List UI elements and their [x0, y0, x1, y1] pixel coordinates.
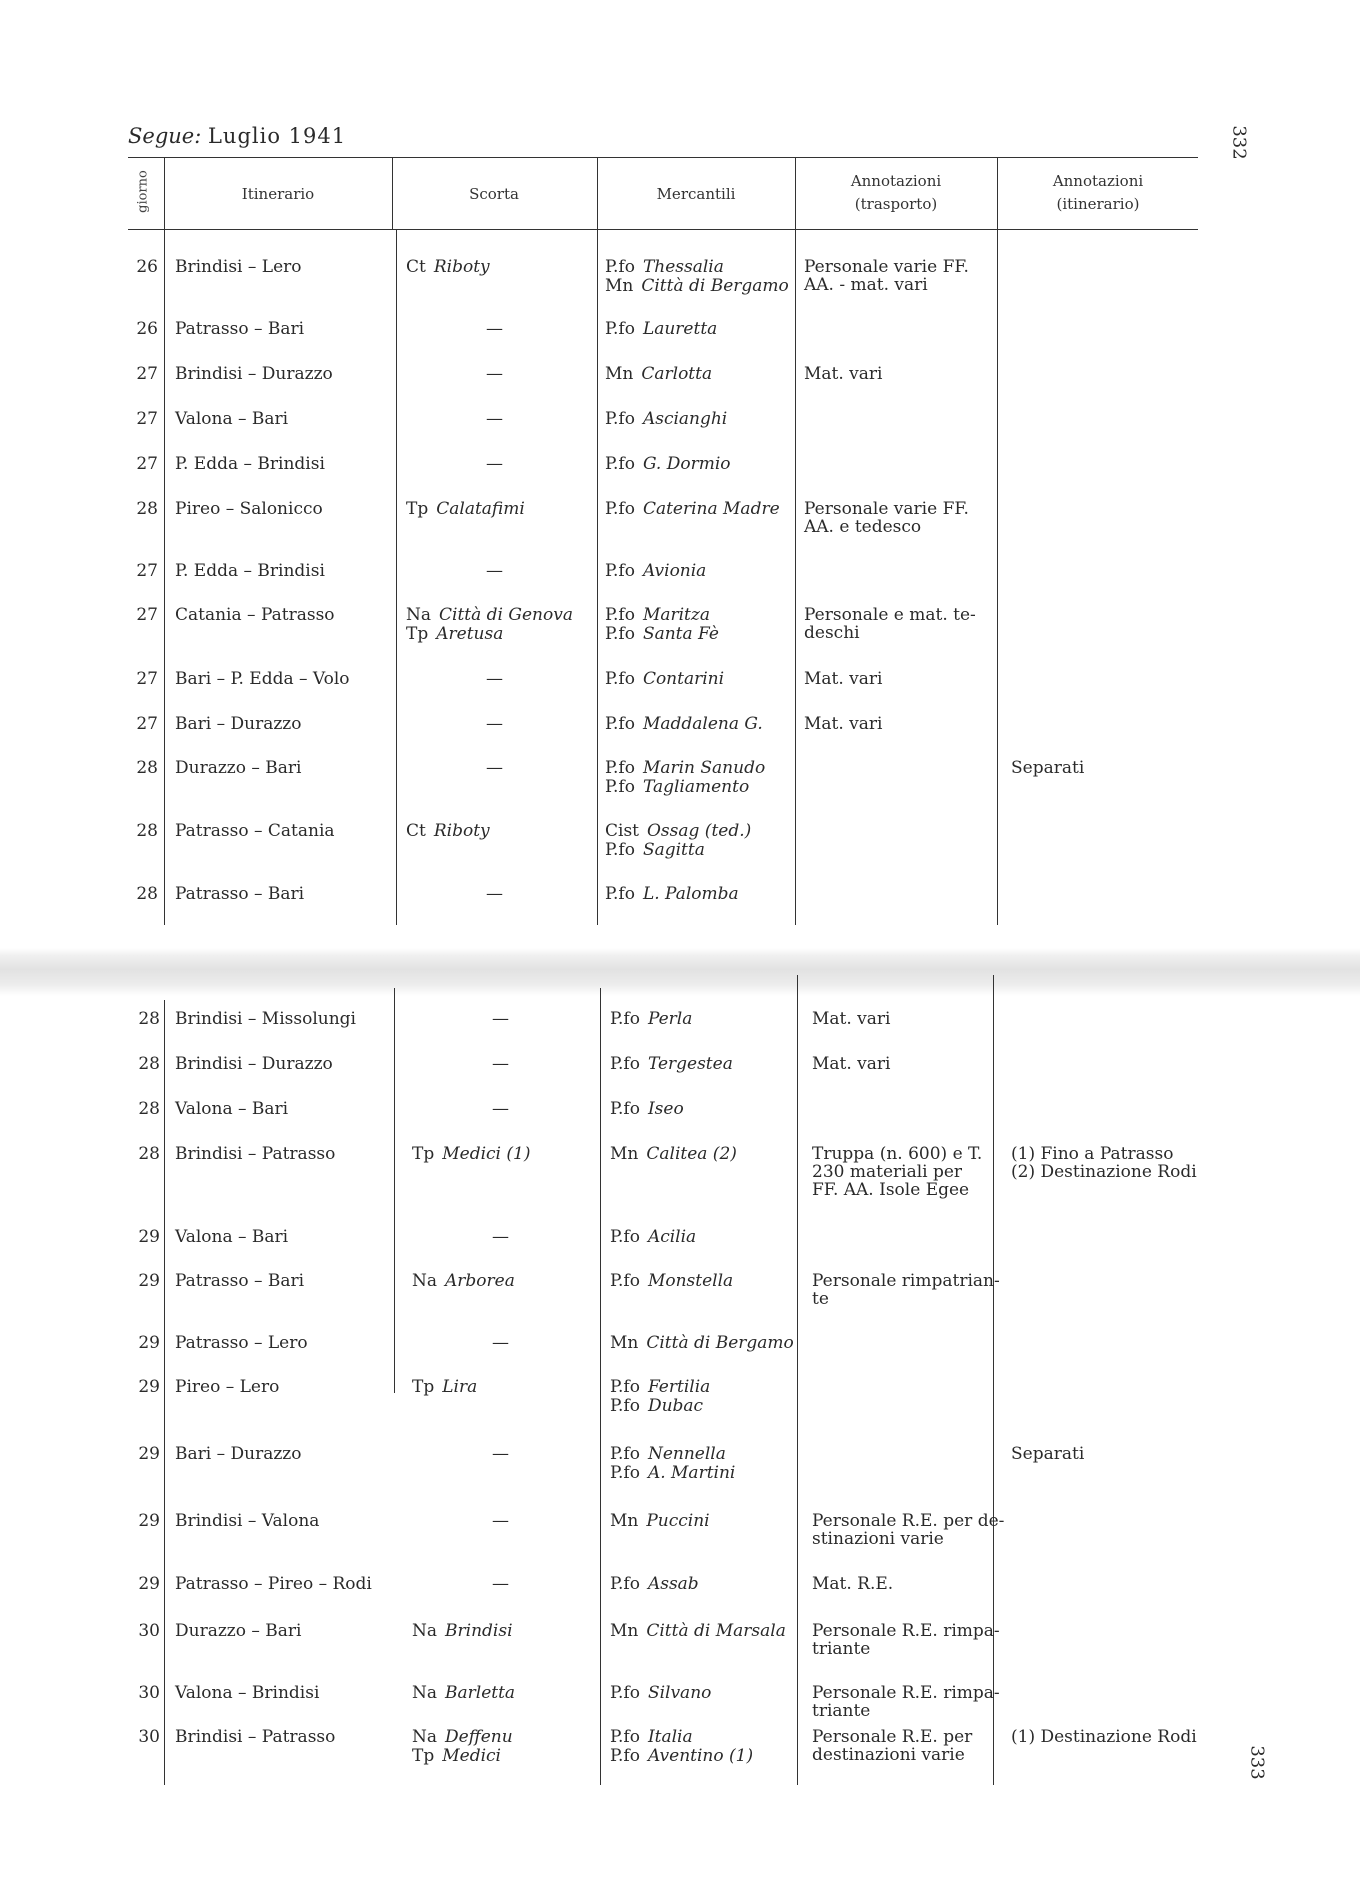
itinerary-cell: Valona – Bari: [175, 409, 289, 429]
ship-type: P.fo: [605, 605, 635, 625]
transport-note: Mat. vari: [812, 1054, 891, 1074]
transport-note: FF. AA. Isole Egee: [812, 1180, 970, 1200]
ship-type: P.fo: [610, 1227, 640, 1247]
merchant-line: [610, 1684, 711, 1703]
day-cell: 28: [138, 1009, 160, 1029]
merchant-line: [605, 455, 731, 474]
ann-itinerario-line1: Annotazioni: [1052, 172, 1144, 190]
ship-type: P.fo: [610, 1683, 640, 1703]
merchant-line: [605, 277, 789, 296]
ship-name: Medici (1): [442, 1144, 531, 1164]
ship-type: Mn: [610, 1621, 639, 1641]
merchant-line: [605, 670, 724, 689]
ship-type: Ct: [406, 257, 426, 277]
itinerary-cell: Brindisi – Missolungi: [175, 1009, 356, 1029]
ship-type: Na: [406, 605, 432, 625]
day-cell: 30: [138, 1727, 160, 1747]
ship-type: P.fo: [605, 714, 635, 734]
day-cell: 28: [136, 821, 158, 841]
header-bottom-rule: [128, 229, 1198, 230]
merchant-line: [610, 1728, 693, 1747]
merchant-line: [605, 500, 780, 519]
ship-name: Sagitta: [642, 840, 705, 860]
ship-type: P.fo: [605, 669, 635, 689]
ship-type: P.fo: [605, 884, 635, 904]
day-cell: 26: [136, 257, 158, 277]
itinerary-cell: Brindisi – Valona: [175, 1511, 320, 1531]
itinerary-note: Separati: [1011, 1444, 1085, 1464]
escort-none-dash: —: [492, 1227, 509, 1247]
itinerary-cell: Brindisi – Durazzo: [175, 1054, 333, 1074]
day-cell: 28: [136, 758, 158, 778]
day-cell: 29: [138, 1377, 160, 1397]
rule-bottom-2: [394, 988, 395, 1393]
ship-type: P.fo: [605, 257, 635, 277]
itinerary-cell: Patrasso – Bari: [175, 1271, 305, 1291]
day-cell: 28: [138, 1144, 160, 1164]
ship-type: P.fo: [610, 1054, 640, 1074]
ship-name: Avionia: [642, 561, 707, 581]
ship-type: Mn: [610, 1333, 639, 1353]
transport-note: AA. - mat. vari: [804, 275, 928, 295]
ship-name: Puccini: [646, 1511, 710, 1531]
segue-label: Segue:: [128, 124, 202, 148]
itinerary-cell: Patrasso – Bari: [175, 884, 305, 904]
merchant-line: [605, 625, 719, 644]
itinerary-cell: Patrasso – Lero: [175, 1333, 308, 1353]
rule-top-2b: [396, 229, 397, 925]
merchant-line: [605, 778, 749, 797]
ship-name: Brindisi: [445, 1621, 513, 1641]
escort-none-dash: —: [486, 561, 503, 581]
escort-line: [412, 1272, 515, 1291]
escort-none-dash: —: [486, 319, 503, 339]
escort-line: [412, 1684, 515, 1703]
day-cell: 29: [138, 1574, 160, 1594]
ship-name: Contarini: [642, 669, 725, 689]
ship-name: Lauretta: [642, 319, 718, 339]
ship-name: Monstella: [647, 1271, 734, 1291]
ship-name: L. Palomba: [642, 884, 739, 904]
ship-type: Tp: [412, 1746, 435, 1766]
transport-note: AA. e tedesco: [804, 517, 922, 537]
ship-type: P.fo: [605, 454, 635, 474]
ship-name: Acilia: [647, 1227, 697, 1247]
merchant-line: [605, 410, 727, 429]
escort-line: [412, 1747, 501, 1766]
ship-name: Dubac: [647, 1396, 704, 1416]
ship-name: Città di Marsala: [646, 1621, 786, 1641]
merchant-line: [610, 1055, 733, 1074]
day-cell: 30: [138, 1683, 160, 1703]
ship-type: P.fo: [605, 499, 635, 519]
ship-type: P.fo: [605, 758, 635, 778]
transport-note: Personale varie FF.: [804, 499, 969, 519]
day-cell: 28: [138, 1099, 160, 1119]
ann-itinerario-line2: (itinerario): [1056, 195, 1140, 213]
ship-type: P.fo: [610, 1377, 640, 1397]
merchant-line: [610, 1378, 710, 1397]
ship-name: Fertilia: [647, 1377, 711, 1397]
itinerary-cell: Patrasso – Catania: [175, 821, 335, 841]
merchant-line: [610, 1145, 737, 1164]
transport-note: Personale e mat. te-: [804, 605, 976, 625]
ship-name: Calitea (2): [646, 1144, 737, 1164]
itinerary-cell: Brindisi – Lero: [175, 257, 302, 277]
transport-note: stinazioni varie: [812, 1529, 944, 1549]
page-number-bottom: 333: [1246, 1745, 1268, 1780]
col-ann-trasporto-header: [796, 170, 996, 216]
ship-name: Maritza: [642, 605, 710, 625]
ship-name: Assab: [647, 1574, 699, 1594]
merchant-line: [605, 606, 710, 625]
ship-name: Nennella: [647, 1444, 726, 1464]
escort-line: [406, 625, 503, 644]
itinerary-note: (2) Destinazione Rodi: [1011, 1162, 1197, 1182]
ship-type: P.fo: [605, 624, 635, 644]
rule-bottom-5: [993, 975, 994, 1785]
day-cell: 27: [136, 669, 158, 689]
transport-note: te: [812, 1289, 829, 1309]
rule-top-2: [392, 157, 393, 229]
escort-none-dash: —: [486, 714, 503, 734]
merchant-line: [610, 1622, 786, 1641]
ship-name: Perla: [647, 1009, 693, 1029]
day-cell: 27: [136, 605, 158, 625]
escort-none-dash: —: [486, 884, 503, 904]
ship-name: Italia: [647, 1727, 693, 1747]
day-cell: 29: [138, 1511, 160, 1531]
ship-type: P.fo: [605, 319, 635, 339]
merchant-line: [610, 1100, 684, 1119]
day-cell: 29: [138, 1333, 160, 1353]
escort-line: [406, 500, 525, 519]
ship-type: Na: [412, 1621, 438, 1641]
ship-type: P.fo: [610, 1727, 640, 1747]
merchant-line: [610, 1747, 753, 1766]
escort-none-dash: —: [486, 409, 503, 429]
merchant-line: [605, 841, 705, 860]
escort-none-dash: —: [492, 1574, 509, 1594]
ship-type: P.fo: [605, 840, 635, 860]
merchant-line: [605, 759, 765, 778]
ship-name: Tergestea: [647, 1054, 733, 1074]
itinerary-cell: Patrasso – Bari: [175, 319, 305, 339]
escort-none-dash: —: [486, 758, 503, 778]
ship-name: Aventino (1): [647, 1746, 754, 1766]
merchant-line: [605, 715, 763, 734]
escort-line: [406, 822, 490, 841]
ship-name: Città di Bergamo: [641, 276, 789, 296]
merchant-line: [605, 562, 706, 581]
transport-note: triante: [812, 1701, 871, 1721]
itinerary-cell: Brindisi – Durazzo: [175, 364, 333, 384]
itinerary-cell: Bari – P. Edda – Volo: [175, 669, 350, 689]
ship-type: P.fo: [610, 1574, 640, 1594]
ship-type: P.fo: [610, 1271, 640, 1291]
ship-type: P.fo: [605, 777, 635, 797]
transport-note: Personale varie FF.: [804, 257, 969, 277]
escort-line: [412, 1378, 477, 1397]
day-cell: 28: [138, 1054, 160, 1074]
transport-note: Mat. vari: [804, 364, 883, 384]
transport-note: Mat. vari: [804, 714, 883, 734]
merchant-line: [610, 1464, 735, 1483]
col-scorta-header: Scorta: [469, 185, 519, 203]
ship-type: P.fo: [610, 1463, 640, 1483]
itinerary-cell: Pireo – Lero: [175, 1377, 280, 1397]
escort-none-dash: —: [492, 1054, 509, 1074]
ship-type: Na: [412, 1727, 438, 1747]
merchant-line: [610, 1010, 692, 1029]
merchant-line: [605, 822, 751, 841]
itinerary-cell: Durazzo – Bari: [175, 1621, 302, 1641]
page-gutter: [0, 948, 1360, 996]
ship-name: Calatafimi: [436, 499, 525, 519]
transport-note: deschi: [804, 623, 860, 643]
ship-type: P.fo: [605, 561, 635, 581]
escort-line: [406, 258, 490, 277]
ship-name: Marin Sanudo: [642, 758, 766, 778]
ship-name: Santa Fè: [642, 624, 719, 644]
itinerary-cell: Brindisi – Patrasso: [175, 1727, 336, 1747]
col-ann-itinerario-header: [998, 170, 1198, 216]
merchant-line: [610, 1272, 733, 1291]
transport-note: 230 materiali per: [812, 1162, 963, 1182]
itinerary-cell: Brindisi – Patrasso: [175, 1144, 336, 1164]
day-cell: 28: [136, 499, 158, 519]
ship-name: Arborea: [445, 1271, 515, 1291]
header-top-rule: [128, 157, 1198, 158]
day-cell: 30: [138, 1621, 160, 1641]
transport-note: Personale R.E. per de-: [812, 1511, 1005, 1531]
itinerary-cell: Catania – Patrasso: [175, 605, 335, 625]
rule-bottom-3: [600, 988, 601, 1785]
ship-name: Thessalia: [642, 257, 724, 277]
rule-top-1: [164, 157, 165, 925]
rule-top-3: [597, 157, 598, 925]
ship-name: Riboty: [433, 821, 490, 841]
rule-top-4: [795, 157, 796, 925]
itinerary-cell: P. Edda – Brindisi: [175, 561, 325, 581]
merchant-line: [610, 1512, 710, 1531]
ship-name: Carlotta: [641, 364, 713, 384]
ship-name: Città di Genova: [439, 605, 573, 625]
rule-bottom-1: [164, 1000, 165, 1785]
escort-none-dash: —: [492, 1444, 509, 1464]
ship-type: P.fo: [610, 1009, 640, 1029]
ship-type: Mn: [610, 1511, 639, 1531]
ship-type: Mn: [605, 276, 634, 296]
day-cell: 27: [136, 454, 158, 474]
ship-type: Tp: [406, 624, 429, 644]
day-cell: 28: [136, 884, 158, 904]
ship-name: Tagliamento: [642, 777, 750, 797]
page-number-top: 332: [1228, 125, 1250, 160]
escort-line: [412, 1145, 530, 1164]
ship-name: Iseo: [647, 1099, 684, 1119]
escort-none-dash: —: [486, 364, 503, 384]
merchant-line: [605, 365, 712, 384]
ship-name: Deffenu: [445, 1727, 513, 1747]
ship-name: Maddalena G.: [642, 714, 763, 734]
itinerary-cell: Durazzo – Bari: [175, 758, 302, 778]
merchant-line: [605, 258, 724, 277]
ship-type: Cist: [605, 821, 639, 841]
ship-name: Lira: [442, 1377, 478, 1397]
escort-none-dash: —: [492, 1099, 509, 1119]
ship-name: Caterina Madre: [642, 499, 780, 519]
itinerary-cell: Bari – Durazzo: [175, 714, 302, 734]
merchant-line: [610, 1575, 699, 1594]
escort-none-dash: —: [486, 454, 503, 474]
merchant-line: [605, 885, 739, 904]
transport-note: Personale R.E. rimpa-: [812, 1621, 1000, 1641]
day-cell: 27: [136, 409, 158, 429]
day-cell: 29: [138, 1227, 160, 1247]
escort-line: [406, 606, 573, 625]
transport-note: Mat. vari: [804, 669, 883, 689]
itinerary-cell: Patrasso – Pireo – Rodi: [175, 1574, 372, 1594]
escort-none-dash: —: [492, 1009, 509, 1029]
ship-type: Mn: [605, 364, 634, 384]
ship-type: Tp: [412, 1377, 435, 1397]
merchant-line: [610, 1334, 794, 1353]
ship-type: Ct: [406, 821, 426, 841]
month-label: Luglio 1941: [207, 124, 347, 148]
running-header: [128, 124, 346, 148]
day-cell: 26: [136, 319, 158, 339]
ship-type: P.fo: [610, 1444, 640, 1464]
itinerary-cell: P. Edda – Brindisi: [175, 454, 325, 474]
ship-type: P.fo: [610, 1396, 640, 1416]
transport-note: Mat. vari: [812, 1009, 891, 1029]
escort-none-dash: —: [492, 1511, 509, 1531]
transport-note: Truppa (n. 600) e T.: [812, 1144, 983, 1164]
col-itinerario-header: Itinerario: [241, 185, 315, 203]
escort-none-dash: —: [486, 669, 503, 689]
transport-note: Personale R.E. rimpa-: [812, 1683, 1000, 1703]
transport-note: Personale R.E. per: [812, 1727, 973, 1747]
col-mercantili-header: Mercantili: [656, 185, 736, 203]
day-cell: 27: [136, 364, 158, 384]
itinerary-cell: Bari – Durazzo: [175, 1444, 302, 1464]
escort-line: [412, 1728, 513, 1747]
ship-type: P.fo: [605, 409, 635, 429]
escort-line: [412, 1622, 513, 1641]
transport-note: Mat. R.E.: [812, 1574, 894, 1594]
ship-name: A. Martini: [647, 1463, 736, 1483]
merchant-line: [610, 1397, 703, 1416]
itinerary-note: (1) Destinazione Rodi: [1011, 1727, 1197, 1747]
col-giorno-header: giorno: [135, 170, 151, 213]
ship-type: P.fo: [610, 1746, 640, 1766]
ship-type: Na: [412, 1683, 438, 1703]
transport-note: destinazioni varie: [812, 1745, 965, 1765]
ship-name: Ascianghi: [642, 409, 728, 429]
day-cell: 29: [138, 1271, 160, 1291]
ship-name: Ossag (ted.): [647, 821, 752, 841]
merchant-line: [605, 320, 717, 339]
ship-name: G. Dormio: [642, 454, 731, 474]
itinerary-cell: Valona – Bari: [175, 1099, 289, 1119]
ship-type: Tp: [412, 1144, 435, 1164]
ship-name: Medici: [442, 1746, 501, 1766]
ann-trasporto-line1: Annotazioni: [850, 172, 942, 190]
itinerary-cell: Valona – Brindisi: [175, 1683, 320, 1703]
ship-name: Aretusa: [436, 624, 504, 644]
merchant-line: [610, 1445, 726, 1464]
ship-type: Na: [412, 1271, 438, 1291]
itinerary-note: Separati: [1011, 758, 1085, 778]
ship-name: Barletta: [445, 1683, 516, 1703]
day-cell: 29: [138, 1444, 160, 1464]
day-cell: 27: [136, 561, 158, 581]
escort-none-dash: —: [492, 1333, 509, 1353]
transport-note: triante: [812, 1639, 871, 1659]
ship-name: Silvano: [647, 1683, 712, 1703]
ship-type: P.fo: [610, 1099, 640, 1119]
merchant-line: [610, 1228, 696, 1247]
itinerary-note: (1) Fino a Patrasso: [1011, 1144, 1174, 1164]
ship-type: Mn: [610, 1144, 639, 1164]
ship-name: Riboty: [433, 257, 490, 277]
itinerary-cell: Valona – Bari: [175, 1227, 289, 1247]
itinerary-cell: Pireo – Salonicco: [175, 499, 323, 519]
ann-trasporto-line2: (trasporto): [854, 195, 938, 213]
ship-type: Tp: [406, 499, 429, 519]
ship-name: Città di Bergamo: [646, 1333, 794, 1353]
rule-top-5: [997, 157, 998, 925]
rule-bottom-4: [797, 975, 798, 1785]
day-cell: 27: [136, 714, 158, 734]
transport-note: Personale rimpatrian-: [812, 1271, 1000, 1291]
